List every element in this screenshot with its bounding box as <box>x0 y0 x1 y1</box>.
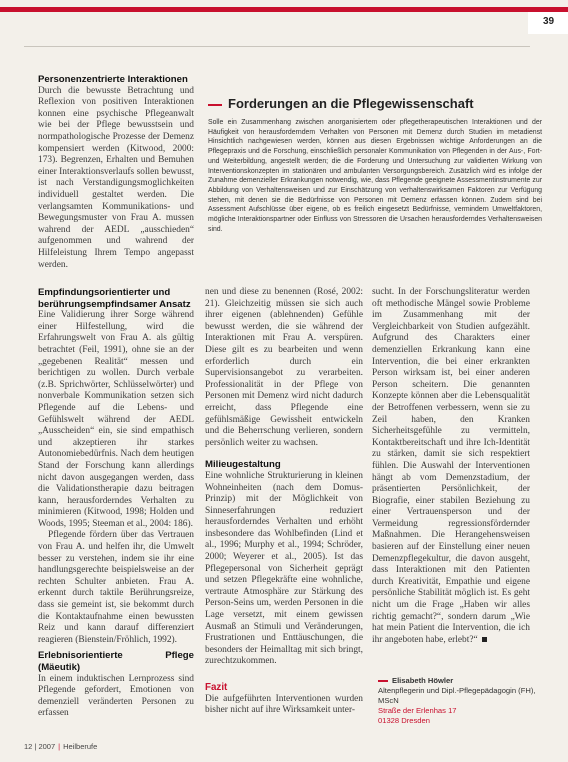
feature-title <box>208 96 474 111</box>
section-heading-fazit: Fazit <box>205 682 228 693</box>
section-heading-empfindung-2: berührungsempfindsamer Ansatz <box>38 298 191 310</box>
feature-text: Solle ein Zusammenhang zwischen anorganisiertem oder pflegetherapeutischen Interaktionen und der Häufigkeit von herausforderndem Verhalten von Personen mit Demenz durch Studien im metadienst Hinsichtlich nachgewiesen werden, können aus diesen Ergebnissen wichtige Anforderungen an die Pflegepraxis und die Forschung, einschließlich personaler Kommunikation von Pflegenden in der Aus-, Fort- und Weiterbildung, angestellt werden; die die Forderung und Untersuchung zur validierten Wirkung von Interventionskonzepten im stationären und ambulanten Versorgungsbereich. Zusätzlich wird es infolge der Zunahme demenzieller Erkrankungen notwendig, wie, dass Pflegende geeignete Assessmentinstrumente zur Abbildung von Verhaltensweisen und zur Einschätzung von verhaltenswirksamen Faktoren zur Verfügung stehen, mit denen sie die Bedürfnisse von Personen mit Demenz erfassen können. Zudem sind bei Assessment Aufschlüsse über eigene, ob es freilich eingesetzt Bedürfnisse, vermindern Umweltfaktoren, mögliche Interaktionspartner oder Einfluss von Stressoren die Ursachen herausforderndes Verhaltensweisen sind. <box>208 119 542 233</box>
end-mark-icon <box>482 637 487 642</box>
column-3 <box>372 287 530 646</box>
red-dash-icon <box>208 104 222 106</box>
author-title: Altenpflegerin und Dipl.-Pflegepädagogin (FH), MScN <box>378 686 536 705</box>
footer-separator: | <box>58 742 61 751</box>
paragraph: In einem induktischen Lernprozess sind Pflegende gefordert, Emotionen von demenziell veränderten Personen zu erfassen <box>38 673 194 719</box>
author-box <box>378 676 548 726</box>
red-dash-icon <box>378 680 388 682</box>
page-number: 39 <box>543 16 555 27</box>
section-heading-interaktionen: Personenzentrierte Interaktionen <box>38 74 188 85</box>
section-heading-maeutik: Erlebnisorientierte Pflege (Mäeutik) <box>38 650 194 673</box>
header-rule <box>24 46 530 47</box>
paragraph: Durch die bewusste Betrachtung und Reflexion von positiven Interaktionen konnen eine psychische Pflegeanwalt wie bei der Pflege bewusstsein und normpathologische Prozesse der Demenz kompensiert werden (Kitwood, 2000: 173). Begrenzen, Erhalten und Bemuhen einer Interaktionsverlaufs sollen bewusst, ist nach Verstandigungsmoglichkeiten individuell gestaltet werden. Die verlangsamten Kommunikations- und Bewegungsmuster von Frau A. mussen wahrend der AEDL „ausschieden“ aufgenommen und wahrend der Hilfeleistung Ihrem Tempo angepasst werden. <box>38 85 194 270</box>
footer-journal: Heilberufe <box>63 742 98 751</box>
top-accent-bar <box>0 7 568 12</box>
section-heading-milieu: Milieugestaltung <box>205 459 281 471</box>
paragraph: Eine Validierung ihrer Sorge während einer Hilfestellung, wird die Erfahrungswelt von Frau A. als gültig betrachtet (Feil, 1991), ohne sie an der „gegebenen Realität“ messen und berichtigen zu wollen. Durch verbale (z.B. Sprichwörter, Schlüsselwörter) und nonverbale Kommunikation setzen sich Pflegende auf die Lebens- und Gefühlswelt während der AEDL „Ausscheiden“ ein, sie sind empathisch und akzeptieren ihr starkes Autonomiebedürfnis. Nach dem heutigen Stand der Forschung kann allerdings nicht davon ausgegangen werden, dass die Validationstherapie dazu beitragen kann, herausforderndes Verhalten zu minimieren (Kitwood, 1998; Holden und Woods, 1995; Steeman et al., 2004: 186). <box>38 310 194 529</box>
author-name: Elisabeth Höwler <box>392 676 454 685</box>
author-name-line <box>378 676 548 686</box>
paragraph: Pflegende fördern über das Vertrauen von Frau A. und helfen ihr, die Umwelt besser zu verstehen, indem sie ihr eine handlungsgerechte beispielsweise an der rechten Schulter anbieten. Frau A. erkennt durch taktile Berührungsreize, dass sie gemeint ist, sie bekommt durch die Kontaktaufnahme einen bewussten Reiz und kann darauf differenziert reagieren (Bienstein/Fröhlich, 1992). <box>38 530 194 645</box>
paragraph: Eine wohnliche Strukturierung in kleinen Wohneinheiten (nach dem Domus-Prinzip) mit der Möglichkeit von Sinneserfahrungen reduziert herausforderndes Verhalten und erhöht insbesondere das Wohlbefinden (Lind et al., 1996; Murphy et al., 1994; Schröder, 2000; Weyerer et al., 2005). Ist das Pflegepersonal von Sicherheit geprägt und setzen Pflegekräfte eine wohnliche, vertraute Atmosphäre zur Stärkung des Person-Seins um, werden Personen in die Lage versetzt, mit einem gewissen Ausmaß an Stimuli und Veränderungen, Frustrationen und Enttäuschungen, die besonders der Heimalltag mit sich bringt, zurechtzukommen. <box>205 470 363 667</box>
section-heading-empfindung-1: Empfindungsorientierter und <box>38 287 171 298</box>
author-street: Straße der Erlenhas 17 <box>378 706 457 715</box>
footer-issue: 12 | 2007 <box>24 742 56 751</box>
paragraph: nen und diese zu benennen (Rosé, 2002: 21). Gleichzeitig müssen sie sich auch ihrer eigenen (ablehnenden) Gefühle bewusst werden, die sie während der Interaktionen mit Frau A. verspüren. Diese gilt es zu bearbeiten und wenn erforderlich durch ein Supervisionsangebot zu verarbeiten. Professionalität in der Pflege von Personen mit Demenz wird nicht dadurch erreicht, dass Pflegende eine gefühlsmäßige Gewissheit entwickeln und die Beherrschung verlieren, sondern persönlich weiter zu wachsen. <box>205 287 363 448</box>
column-1-lower <box>38 287 194 720</box>
column-2 <box>205 287 363 717</box>
paragraph <box>372 287 530 646</box>
page-footer <box>24 742 97 751</box>
paragraph-text: sucht. In der Forschungsliteratur werden oft methodische Mängel sowie Probleme im Zusammenhang mit der Vergleichbarkeit von Studien aufgezählt. Aufgrund des Charakters einer demenziellen Erkrankung kann eine Intervention, die bei einer erkrankten Person wirksam ist, bei einer anderen Person scheitern. Die genannten Konzepte können aber die Lebensqualität der Betroffenen verbessern, wenn sie zu Zeil haben, den Kranken Sicherheitsgefühle zu vermitteln, Kontaktbereitschaft und ihre Ich-Identität zu stärken, damit sie sich respektiert fühlen. Die Auswahl der Interventionen hängt ab vom Demenzstadium, der präsentierten Persönlichkeit, der Biografie, einer stabilen Beziehung zu einer Vertrauensperson und der Vermeidung regressionsfördernder Maßnahmen. Die Herangehensweisen basieren auf der Einstellung einer neuen Demenzpflegekultur, die davon ausgeht, dass Interaktionen mit den Patienten durch Kreativität, Empathie und eigene persönliche Stabilität möglich ist. Es geht nicht um die Frage „Haben wir alles richtig gemacht?“, sondern darum „Wie hat mein Patient die Intervention, die ich ihr angeboten habe, erlebt?“ <box>372 287 530 645</box>
column-1-upper <box>38 74 194 271</box>
feature-title-text: Forderungen an die Pflegewissenschaft <box>228 96 474 111</box>
author-city: 01328 Dresden <box>378 716 430 725</box>
paragraph: Die aufgeführten Interventionen wurden bisher nicht auf ihre Wirksamkeit unter- <box>205 693 363 716</box>
